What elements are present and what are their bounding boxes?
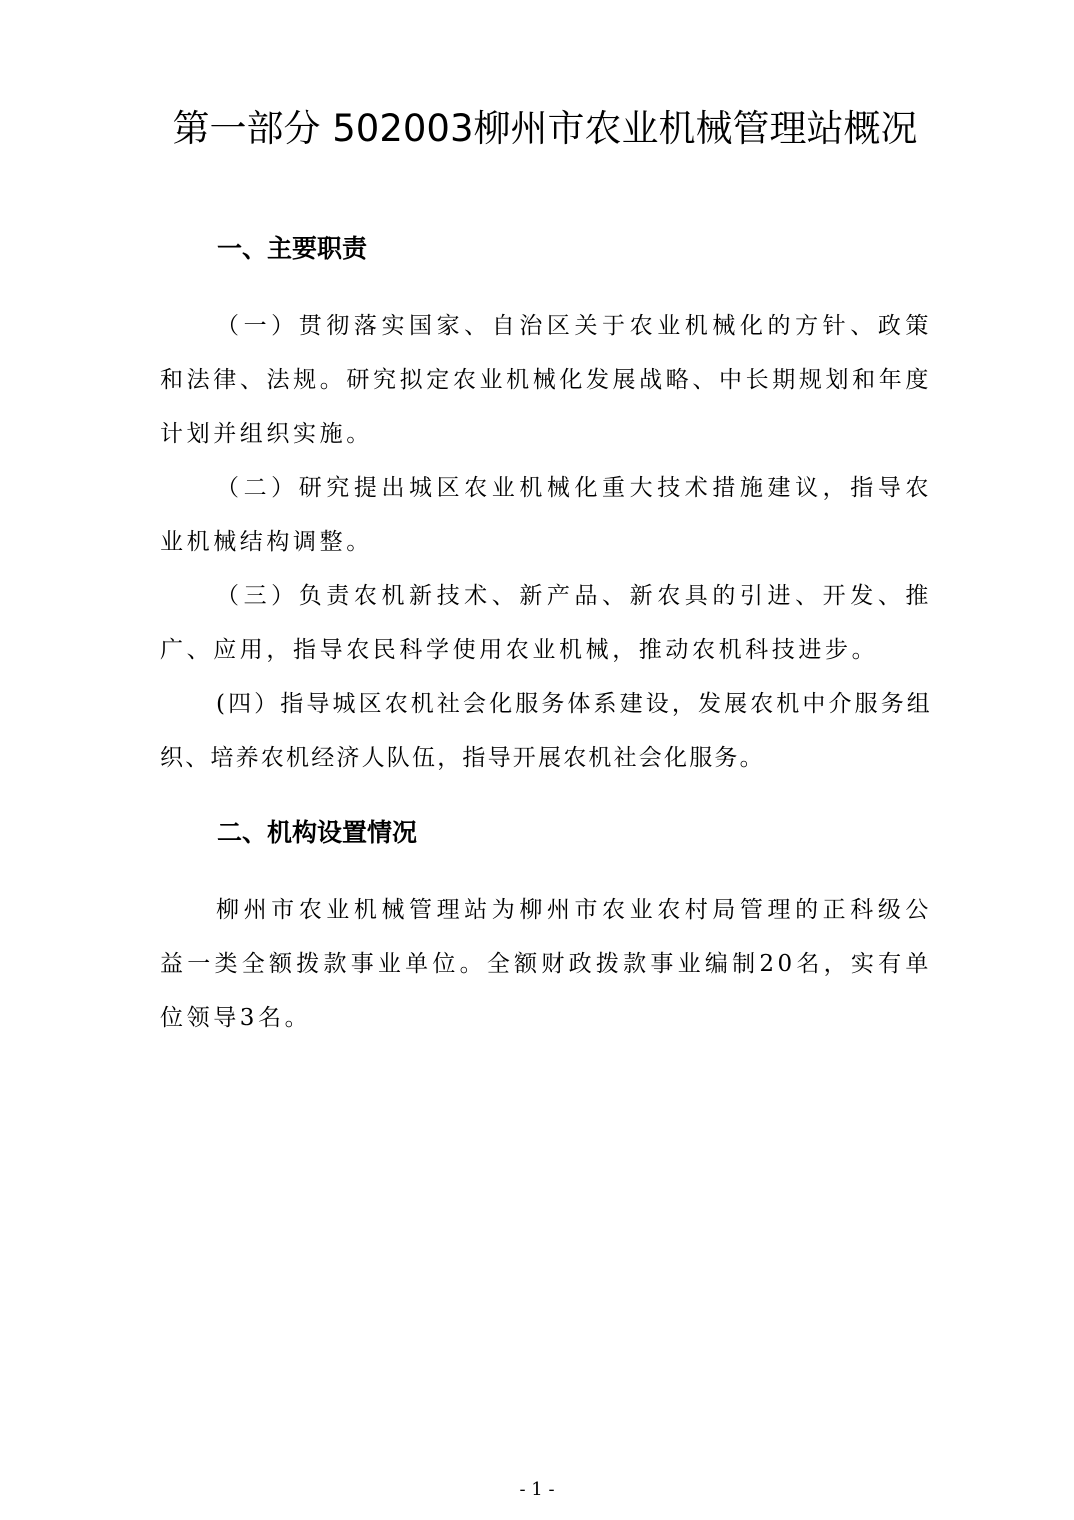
duty-paragraph-2: （二）研究提出城区农业机械化重大技术措施建议，指导农业机械结构调整。 [160, 475, 932, 555]
section-heading-organization: 二、机构设置情况 [217, 818, 418, 847]
duty-paragraph-1: （一）贯彻落实国家、自治区关于农业机械化的方针、政策和法律、法规。研究拟定农业机械化发展战略、中长期规划和年度计划并组织实施。 [160, 313, 932, 447]
page-title: 第一部分 502003柳州市农业机械管理站概况 [172, 107, 918, 150]
section-heading-main-duties: 一、主要职责 [217, 234, 368, 263]
organization-paragraph: 柳州市农业机械管理站为柳州市农业农村局管理的正科级公益一类全额拨款事业单位。全额财政拨款事业编制20名，实有单位领导3名。 [160, 897, 932, 1031]
duty-paragraph-3: （三）负责农机新技术、新产品、新农具的引进、开发、推广、应用，指导农民科学使用农业机械，推动农机科技进步。 [160, 583, 932, 663]
page-number: - 1 - [519, 1479, 555, 1500]
duty-paragraph-4: (四）指导城区农机社会化服务体系建设，发展农机中介服务组织、培养农机经济人队伍，指导开展农机社会化服务。 [160, 691, 932, 771]
